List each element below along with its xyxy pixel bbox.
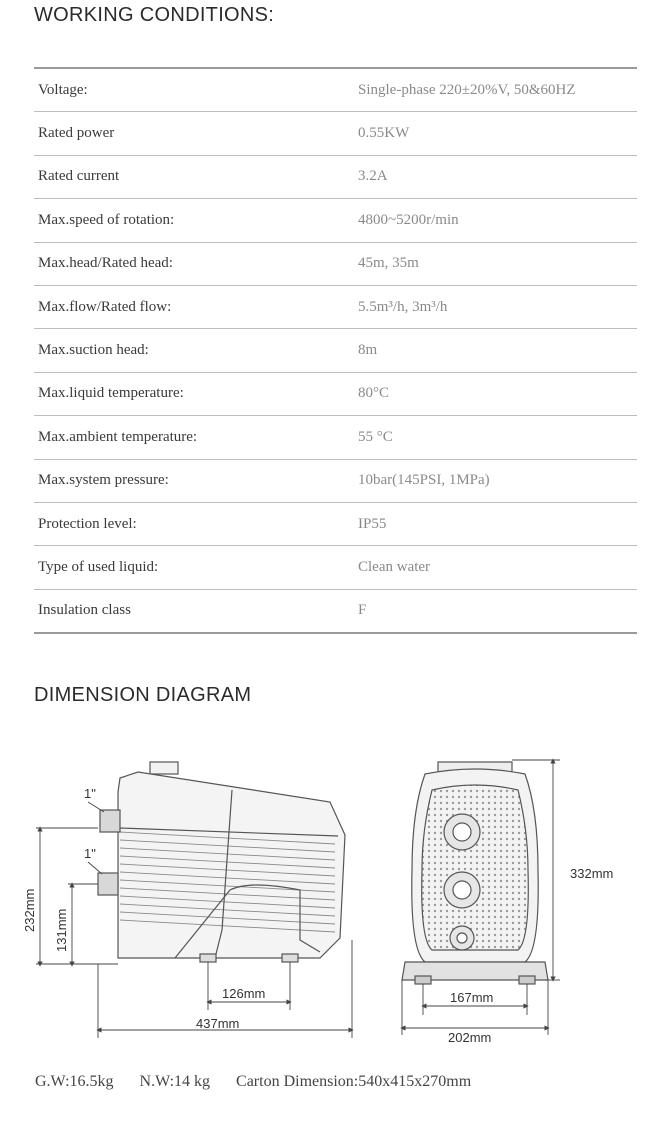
gross-weight: G.W:16.5kg xyxy=(35,1073,114,1090)
carton-dimension: Carton Dimension:540x415x270mm xyxy=(236,1073,472,1090)
spec-label: Max.liquid temperature: xyxy=(34,372,354,415)
spec-label: Max.speed of rotation: xyxy=(34,199,354,242)
spec-label: Max.system pressure: xyxy=(34,459,354,502)
spec-row xyxy=(34,546,637,589)
base-inner-label: 167mm xyxy=(450,990,494,1005)
spec-value: 8m xyxy=(354,329,637,372)
spec-value: 5.5m³/h, 3m³/h xyxy=(354,285,637,328)
spec-value: 45m, 35m xyxy=(354,242,637,285)
dimension-diagram-title: DIMENSION DIAGRAM xyxy=(34,684,252,706)
spec-value: 55 °C xyxy=(354,416,637,459)
spec-row xyxy=(34,242,637,285)
inlet-bottom-label: 1" xyxy=(84,846,96,861)
length-label: 437mm xyxy=(196,1016,240,1031)
spec-row xyxy=(34,459,637,502)
spec-label: Max.flow/Rated flow: xyxy=(34,285,354,328)
height-total-label: 232mm xyxy=(22,888,37,932)
spec-row xyxy=(34,372,637,415)
spec-row xyxy=(34,285,637,328)
spec-label: Voltage: xyxy=(34,68,354,112)
spec-row xyxy=(34,68,637,112)
working-conditions-title: WORKING CONDITIONS: xyxy=(34,4,275,26)
spec-row xyxy=(34,155,637,198)
spec-label: Max.ambient temperature: xyxy=(34,416,354,459)
net-weight: N.W:14 kg xyxy=(139,1073,211,1090)
spec-row xyxy=(34,112,637,155)
inlet-top-label: 1" xyxy=(84,786,96,801)
spec-label: Type of used liquid: xyxy=(34,546,354,589)
front-height-label: 332mm xyxy=(570,866,614,881)
spec-label: Rated current xyxy=(34,155,354,198)
spec-value: F xyxy=(354,589,637,633)
spec-value: 4800~5200r/min xyxy=(354,199,637,242)
spec-value: 10bar(145PSI, 1MPa) xyxy=(354,459,637,502)
spec-label: Max.suction head: xyxy=(34,329,354,372)
dimension-diagram xyxy=(0,740,661,1050)
spec-row xyxy=(34,502,637,545)
working-conditions-table xyxy=(34,67,637,634)
spec-label: Rated power xyxy=(34,112,354,155)
spec-label: Insulation class xyxy=(34,589,354,633)
base-width-label: 126mm xyxy=(222,986,266,1001)
base-outer-label: 202mm xyxy=(448,1030,492,1045)
spec-row xyxy=(34,589,637,633)
side-view-pump xyxy=(98,762,345,962)
spec-value: 3.2A xyxy=(354,155,637,198)
spec-value: IP55 xyxy=(354,502,637,545)
spec-value: Single-phase 220±20%V, 50&60HZ xyxy=(354,68,637,112)
spec-row xyxy=(34,329,637,372)
spec-label: Max.head/Rated head: xyxy=(34,242,354,285)
spec-value: Clean water xyxy=(354,546,637,589)
spec-value: 80°C xyxy=(354,372,637,415)
spec-label: Protection level: xyxy=(34,502,354,545)
spec-row xyxy=(34,416,637,459)
spec-row xyxy=(34,199,637,242)
front-view-pump xyxy=(402,762,548,984)
height-inlet-label: 131mm xyxy=(54,908,69,952)
package-info xyxy=(35,1073,493,1091)
spec-value: 0.55KW xyxy=(354,112,637,155)
